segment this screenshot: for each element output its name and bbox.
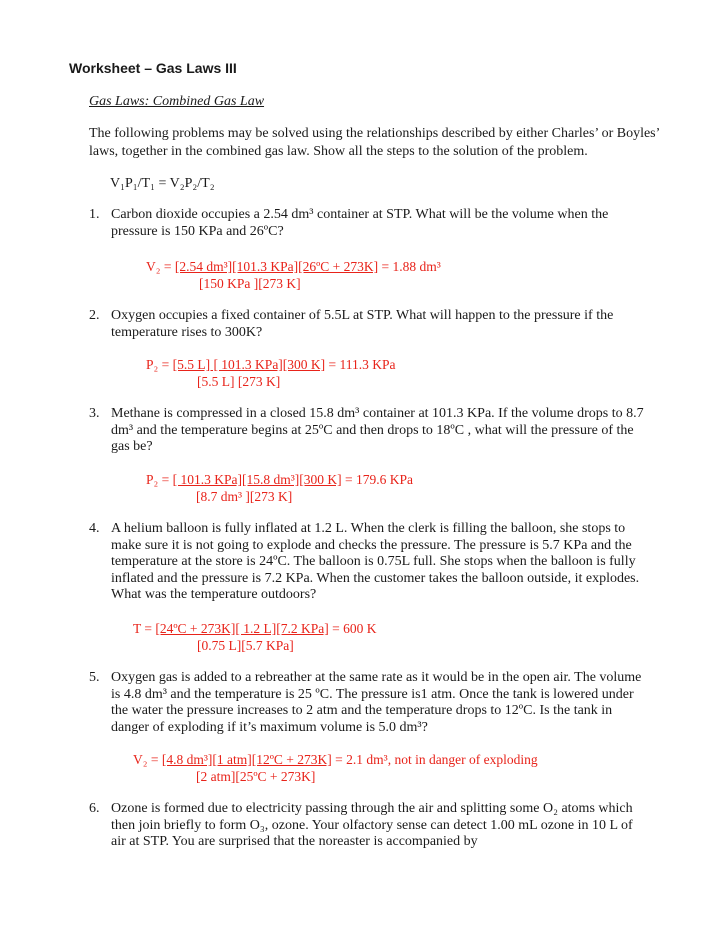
answer-numerator: [2.54 dm³][101.3 KPa][26ºC + 273K] <box>174 259 379 274</box>
problem-number: 1. <box>89 207 100 222</box>
problem-6 <box>89 801 649 851</box>
combined-gas-law-formula: V₁P₁/T₁ = V₂P₂/T₂ <box>110 176 215 191</box>
answer-result: = 2.1 dm³, not in danger of exploding <box>331 752 538 767</box>
answer-lhs: P₂ = <box>146 472 173 487</box>
answer-numerator: [ 101.3 KPa][15.8 dm³][300 K] <box>172 472 342 487</box>
problem-text: Oxygen occupies a fixed container of 5.5L at STP. What will happen to the pressure if the temperature rises to 300K? <box>111 308 614 340</box>
section-subtitle: Gas Laws: Combined Gas Law <box>89 94 265 109</box>
problem-5 <box>89 670 649 736</box>
problem-2 <box>89 308 649 341</box>
problem-3 <box>89 406 649 456</box>
answer-3 <box>146 472 413 505</box>
problem-text: A helium balloon is fully inflated at 1.2 L. When the clerk is filling the balloon, she stops to make sure it is not going to explode and checks the pressure. The pressure is 5.7 KPa and the temperature at the store is 24ºC. The balloon is 0.75L full. She stops when the balloon is fully inflated and the pressure is 7.2 KPa. When the customer takes the balloon outside, it explodes. What was the temperature outdoors? <box>111 521 640 602</box>
problem-1 <box>89 207 649 240</box>
answer-denominator: [8.7 dm³ ][273 K] <box>196 488 293 504</box>
answer-result: = 1.88 dm³ <box>378 259 441 274</box>
answer-lhs: T = <box>133 621 156 636</box>
answer-denominator: [2 atm][25ºC + 273K] <box>196 768 316 784</box>
answer-lhs: P₂ = <box>146 357 173 372</box>
worksheet-title: Worksheet – Gas Laws III <box>69 60 237 76</box>
problem-text: Oxygen gas is added to a rebreather at the same rate as it would be in the open air. The volume is 4.8 dm³ and the temperature is 25 ºC. The pressure is1 atm. Once the tank is lowered under the water the pressure increases to 2 atm and the temperature drops to 12ºC. Is the tank in danger of exploding if it’s maximum volume is 5.0 dm³? <box>111 670 642 735</box>
answer-numerator: [5.5 L] [ 101.3 KPa][300 K] <box>172 357 326 372</box>
problem-4 <box>89 521 649 604</box>
problem-text: Methane is compressed in a closed 15.8 dm³ container at 101.3 KPa. If the volume drops to 8.7 dm³ and the temperature begins at 25ºC and then drops to 18ºC , what will the pressure of the gas be? <box>111 406 644 454</box>
problem-text: Carbon dioxide occupies a 2.54 dm³ container at STP. What will be the volume when the pressure is 150 KPa and 26ºC? <box>111 207 609 239</box>
problem-number: 5. <box>89 670 100 685</box>
answer-1 <box>146 259 441 292</box>
answer-result: = 179.6 KPa <box>341 472 413 487</box>
answer-4 <box>133 621 377 654</box>
problem-number: 6. <box>89 801 100 816</box>
answer-numerator: [24ºC + 273K][ 1.2 L][7.2 KPa] <box>155 621 329 636</box>
answer-denominator: [0.75 L][5.7 KPa] <box>197 637 294 653</box>
problem-text: Ozone is formed due to electricity passing through the air and splitting some O₂ atoms which then join briefly to form O₃, ozone. Your olfactory sense can detect 1.00 mL ozone in 10 L of air at STP. You are surprised that the noreaster is accompanied by <box>111 801 633 849</box>
problem-number: 2. <box>89 308 100 323</box>
answer-lhs: V₂ = <box>146 259 175 274</box>
answer-numerator: [4.8 dm³][1 atm][12ºC + 273K] <box>161 752 332 767</box>
answer-denominator: [5.5 L] [273 K] <box>197 373 281 389</box>
answer-5 <box>133 752 538 785</box>
answer-denominator: [150 KPa ][273 K] <box>199 275 301 291</box>
answer-lhs: V₂ = <box>133 752 162 767</box>
problem-number: 3. <box>89 406 100 421</box>
intro-paragraph: The following problems may be solved using the relationships described by either Charles’ or Boyles’ laws, together in the combined gas law. Show all the steps to the solution of the problem. <box>89 126 660 159</box>
problem-number: 4. <box>89 521 100 536</box>
answer-result: = 111.3 KPa <box>325 357 396 372</box>
answer-2 <box>146 357 396 390</box>
answer-result: = 600 K <box>328 621 377 636</box>
